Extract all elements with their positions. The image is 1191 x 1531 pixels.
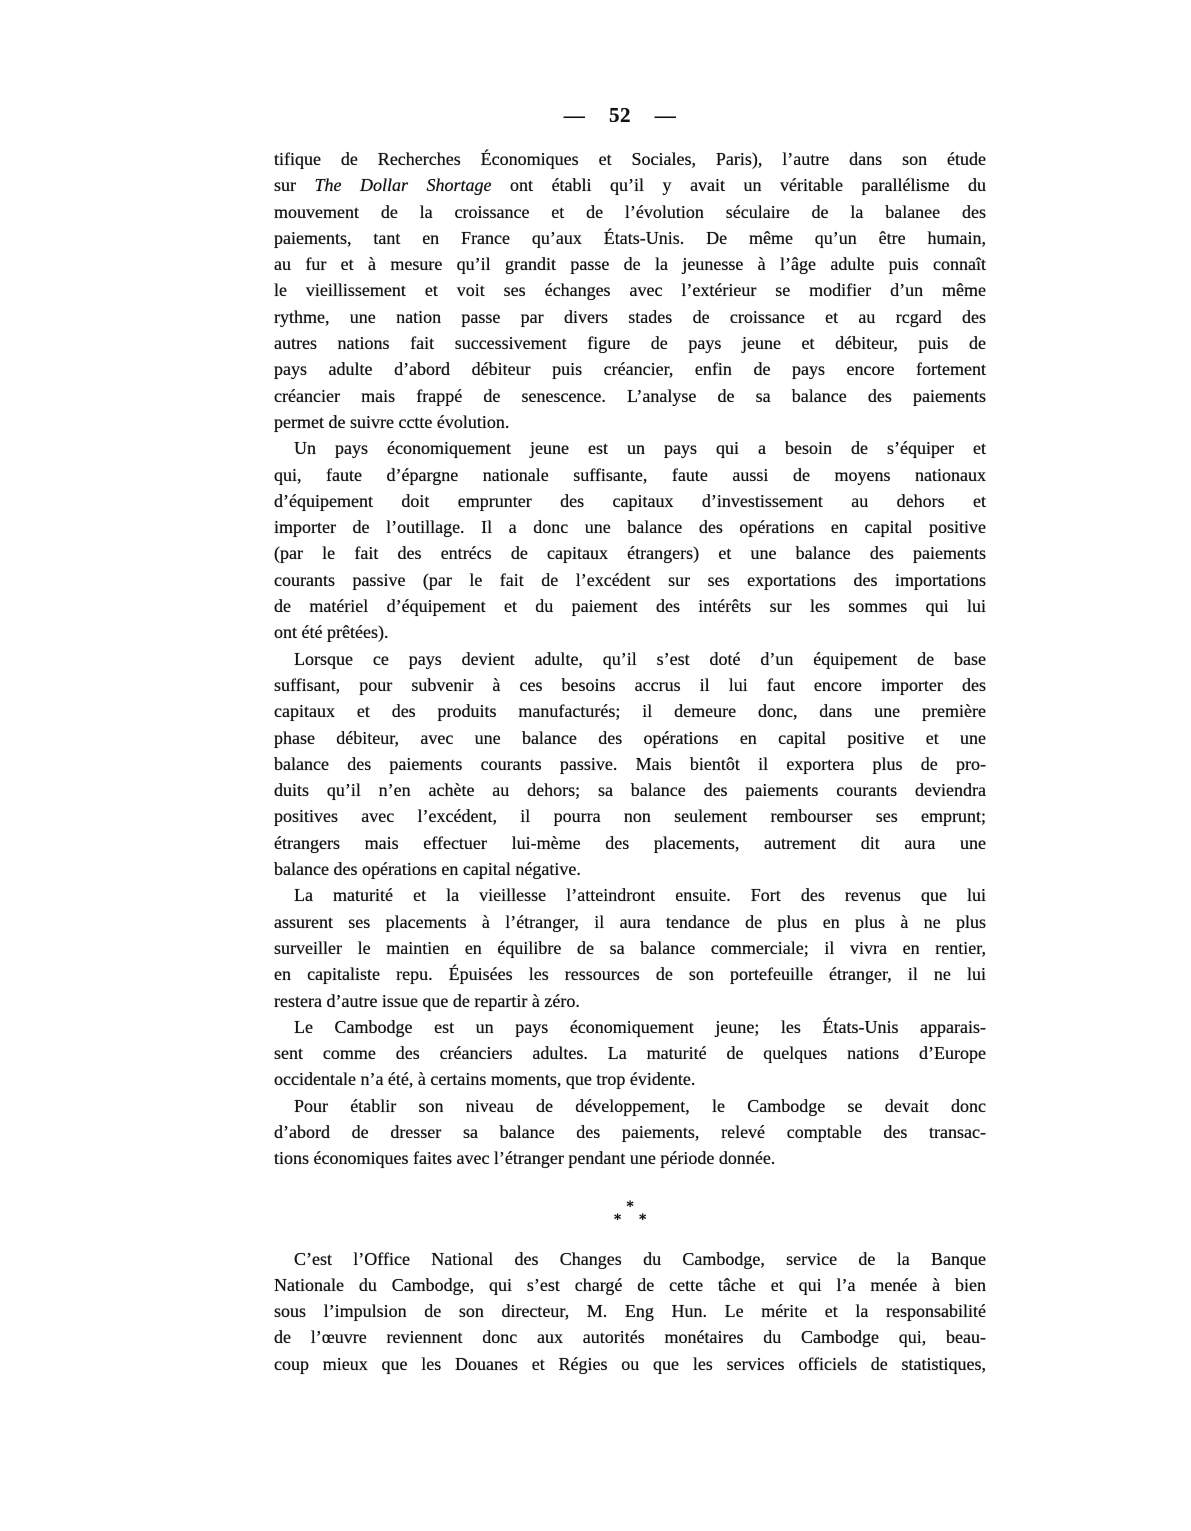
text-segment: importer de l’outillage. Il a donc une balance des opérations en capital positive [274,517,986,538]
text-segment: au fur et à mesure qu’il grandit passe de la jeunesse à l’âge adulte puis connaît [274,254,986,275]
asterisk-row: ∗ ∗ [612,1209,648,1225]
text-line [274,304,986,330]
text-line [274,1066,986,1092]
text-line [274,514,986,540]
text-segment: en capitaliste repu. Épuisées les ressources de son portefeuille étranger, il ne lui [274,964,986,985]
text-line [274,619,986,645]
text-segment: qui, faute d’épargne nationale suffisante, faute aussi de moyens nationaux [274,464,986,485]
text-segment: créancier mais frappé de senescence. L’analyse de sa balance des paiements [274,385,986,406]
text-segment: de l’œuvre reviennent donc aux autorités monétaires du Cambodge qui, beau- [274,1327,986,1348]
text-line [274,540,986,566]
paragraph [274,146,986,435]
paragraph [274,882,986,1013]
text-segment: occidentale n’a été, à certains moments, que trop évidente. [274,1069,696,1090]
text-segment: surveiller le maintien en équilibre de sa balance commerciale; il vivra en rentier, [274,937,986,958]
text-line [274,277,986,303]
text-line [274,488,986,514]
text-line [274,383,986,409]
text-line [274,988,986,1014]
text-segment: ont été prêtées). [274,622,389,643]
text-line [274,1093,986,1119]
page-number: — 52 — [563,103,677,127]
text-segment: suffisant, pour subvenir à ces besoins accrus il lui faut encore importer des [274,674,986,695]
text-segment: Lorsque ce pays devient adulte, qu’il s’est doté d’un équipement de base [294,648,986,669]
italic-book-title: The Dollar Shortage [314,175,492,196]
text-segment: Un pays économiquement jeune est un pays qui a besoin de s’équiper et [294,438,986,459]
text-line [274,199,986,225]
text-line [274,646,986,672]
text-segment: d’équipement doit emprunter des capitaux d’investissement au dehors et [274,490,986,511]
text-line [274,777,986,803]
text-line [274,1298,986,1324]
text-segment: autres nations fait successivement figure de pays jeune et débiteur, puis de [274,333,986,354]
text-segment: d’abord de dresser sa balance des paiements, relevé comptable des transac- [274,1121,986,1142]
text-segment: capitaux et des produits manufacturés; il demeure donc, dans une première [274,701,986,722]
text-line [274,1014,986,1040]
text-line [274,1246,986,1272]
paragraph [274,1093,986,1172]
paragraph [274,435,986,645]
text-line [274,435,986,461]
text-segment: (par le fait des entrécs de capitaux étrangers) et une balance des paiements [274,543,986,564]
text-segment: balance des paiements courants passive. Mais bientôt il exportera plus de pro- [274,753,986,774]
text-segment: Pour établir son niveau de développement, le Cambodge se devait donc [294,1095,986,1116]
text-block [274,146,986,1377]
text-line [274,751,986,777]
text-segment: phase débiteur, avec une balance des opérations en capital positive et une [274,727,986,748]
text-line [274,935,986,961]
text-segment: ont établi qu’il y avait un véritable parallélisme du [491,175,987,196]
text-segment: mouvement de la croissance et de l’évolution séculaire de la balanee des [274,201,986,222]
text-segment: assurent ses placements à l’étranger, il aura tendance de plus en plus à ne plus [274,911,986,932]
text-line [274,225,986,251]
text-segment: balance des opérations en capital négative. [274,859,581,880]
text-segment: La maturité et la vieillesse l’atteindront ensuite. Fort des revenus que lui [294,885,986,906]
text-line [274,593,986,619]
text-segment: courants passive (par le fait de l’excédent sur ses exportations des importations [274,569,986,590]
text-line [274,882,986,908]
text-segment: sur [274,175,315,196]
asterisk-row: ∗ [625,1196,635,1212]
text-segment: coup mieux que les Douanes et Régies ou que les services officiels de statistiques, [274,1353,986,1374]
text-line [274,567,986,593]
paragraph [274,646,986,883]
text-segment: paiements, tant en France qu’aux États-Unis. De même qu’un être humain, [274,227,986,248]
text-line [274,172,986,198]
text-segment: sent comme des créanciers adultes. La maturité de quelques nations d’Europe [274,1043,986,1064]
text-line [274,462,986,488]
text-segment: pays adulte d’abord débiteur puis créancier, enfin de pays encore fortement [274,359,986,380]
text-segment: duits qu’il n’en achète au dehors; sa balance des paiements courants deviendra [274,780,986,801]
text-line [274,1119,986,1145]
text-line [274,330,986,356]
text-segment: Le Cambodge est un pays économiquement jeune; les États-Unis apparais- [294,1016,986,1037]
text-segment: restera d’autre issue que de repartir à zéro. [274,990,580,1011]
paragraph [274,1014,986,1093]
text-segment: tifique de Recherches Économiques et Sociales, Paris), l’autre dans son étude [274,149,986,169]
paragraph [274,1246,986,1377]
text-line [274,856,986,882]
text-line [274,1351,986,1377]
text-segment: rythme, une nation passe par divers stades de croissance et au rcgard des [274,306,986,327]
text-line [274,1145,986,1171]
text-segment: le vieillissement et voit ses échanges avec l’extérieur se modifier d’un même [274,280,986,301]
text-line [274,830,986,856]
text-line [274,146,986,172]
text-line [274,1324,986,1350]
text-segment: Nationale du Cambodge, qui s’est chargé de cette tâche et qui l’a menée à bien [274,1274,986,1295]
text-line [274,803,986,829]
text-line [274,356,986,382]
text-line [274,251,986,277]
text-segment: C’est l’Office National des Changes du Cambodge, service de la Banque [294,1248,986,1269]
text-segment: de matériel d’équipement et du paiement des intérêts sur les sommes qui lui [274,596,986,617]
text-line [274,672,986,698]
text-line [274,1040,986,1066]
text-line [274,909,986,935]
text-segment: positives avec l’excédent, il pourra non seulement rembourser ses emprunt; [274,806,986,827]
asterism-separator [274,1198,986,1224]
text-segment: tions économiques faites avec l’étranger pendant une période donnée. [274,1148,776,1169]
text-segment: permet de suivre cctte évolution. [274,411,510,432]
text-line [274,698,986,724]
text-segment: sous l’impulsion de son directeur, M. Eng Hun. Le mérite et la responsabilité [274,1301,986,1322]
text-segment: étrangers mais effectuer lui-mème des placements, autrement dit aura une [274,832,986,853]
text-line [274,725,986,751]
text-line [274,409,986,435]
text-line [274,961,986,987]
text-line [274,1272,986,1298]
